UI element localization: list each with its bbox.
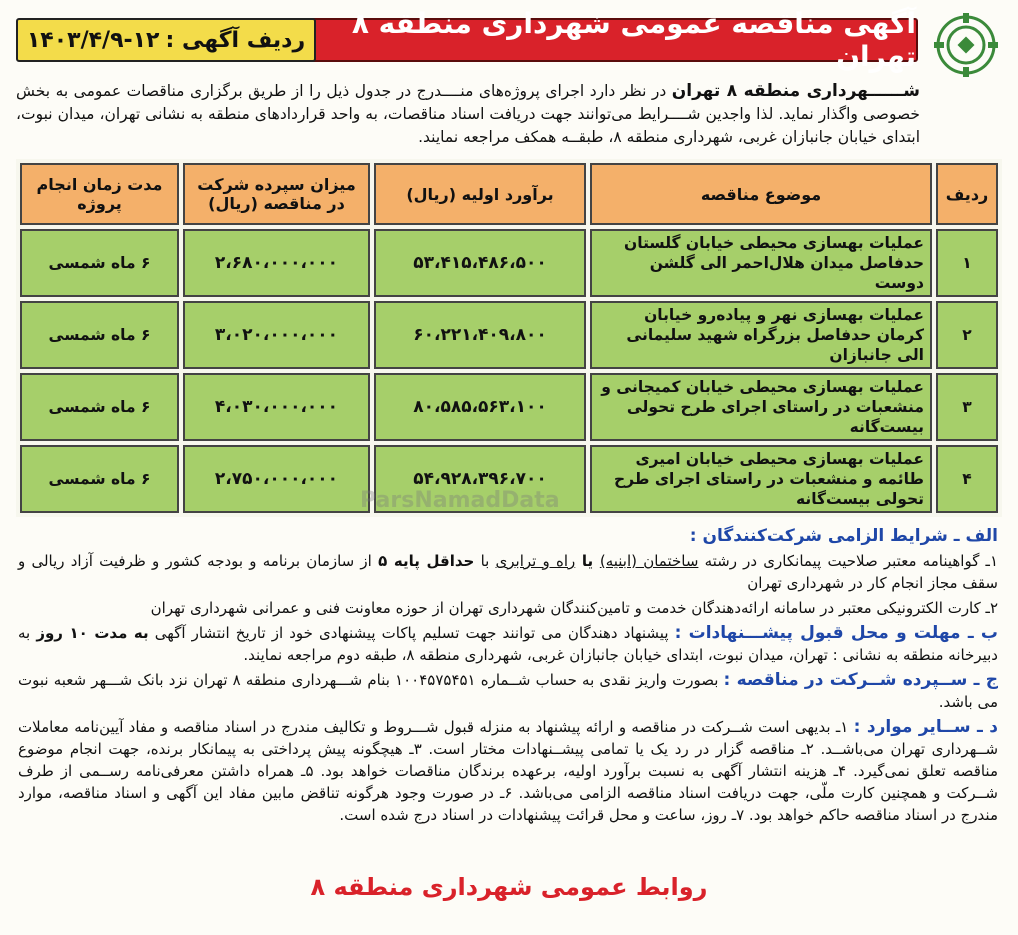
row-duration: ۶ ماه شمسی: [20, 373, 179, 441]
notice-code-box: [16, 18, 316, 62]
condition-a2: ۲ـ کارت الکترونیکی معتبر در سامانه ارائه‌دهندگان خدمت و تامین‌کنندگان شهرداری تهران از حوزه معاونت فنی و عمرانی شهرداری تهران: [150, 599, 998, 617]
row-estimate: ۸۰،۵۸۵،۵۶۳،۱۰۰: [374, 373, 586, 441]
notice-code-value: ۱۴۰۳/۴/۹-۱۲: [26, 27, 160, 53]
row-duration: ۶ ماه شمسی: [20, 445, 179, 513]
row-no: ۳: [936, 373, 998, 441]
section-c: ج ـ ســپرده شــرکت در مناقصه : بصورت واریز نقدی به حساب شــماره ۱۰۰۴۵۷۵۴۵۱ بنام شـــهرداری منطقه ۸ تهران نزد بانک شـــهر شعبه نبوت می باشد.: [18, 670, 998, 711]
row-deposit: ۲،۶۸۰،۰۰۰،۰۰۰: [183, 229, 370, 297]
table-row: [20, 373, 998, 441]
conditions: [18, 525, 998, 826]
notice-header: [10, 6, 1008, 72]
tehran-municipality-logo-icon: [928, 10, 1004, 80]
watermark: ParsNamadData: [360, 488, 560, 513]
section-b: ب ـ مهلت و محل قبول پیشـــنهادات : پیشنهاد دهندگان می توانند جهت تسلیم پاکات پیشنهادی خود از تاریخ انتشار آگهی به مدت ۱۰ روز به دبیرخانه منطقه به نشانی : تهران، میدان نبوت، ابتدای خیابان جانبازان غربی، شهرداری منطقه ۸، طبقه دوم مراجعه نمایند.: [18, 623, 998, 664]
intro-text: در نظر دارد اجرای پروژه‌های منــــدرج در جدول ذیل را از طریق برگزاری مناقصات عمومی به بخش خصوصی واگذار نماید. لذا واجدین شــــرایط می‌توانند جهت دریافت اسناد مناقصات، به واحد قراردادهای منطقه به نشانی تهران، میدان نبوت، ابتدای خیابان جانبازان غربی، شهرداری منطقه ۸، طبقــه همکف مراجعه نمایند.: [16, 82, 920, 146]
header-duration: مدت زمان انجام پروژه: [20, 163, 179, 225]
public-relations-signature: روابط عمومی شهرداری منطقه ۸: [310, 873, 708, 901]
section-d: د ـ ســایر موارد : ۱ـ بدیهی است شــرکت در مناقصه و ارائه پیشنهاد به منزله قبول شـــروط و تکالیف مندرج در اسناد مناقصه و مفاد آیین‌نامه معاملات شــهرداری تهران می‌باشــد. ۲ـ مناقصه گزار در رد یک یا تمامی پیشــنهادات مختار است. ۳ـ هیچگونه پیش پرداختی به پیمانکار برنده، جهت انجام موضوع مناقصه تعلق نمی‌گیرد. ۴ـ هزینه انتشار آگهی به نسبت برآورد اولیه، برعهده برندگان مناقصات خواهد بود. ۵ـ همراه داشتن معرفی‌نامه رســمی از طرف شــرکت و همچنین کارت ملّی، جهت دریافت اسناد مناقصه الزامی می‌باشد. ۶ـ در صورت وجود هرگونه تناقض مابین مفاد این آگهی و اسناد مناقصه، موارد مندرج در اسناد مناقصه حاکم خواهد بود. ۷ـ روز، ساعت و محل قرائت پیشنهادات در اسناد درج شده است.: [18, 717, 999, 824]
tenders-table: [16, 159, 1002, 517]
row-estimate: ۵۳،۴۱۵،۴۸۶،۵۰۰: [374, 229, 586, 297]
header-row-no: ردیف: [936, 163, 998, 225]
row-subject: عملیات بهسازی محیطی خیابان کمیجانی و منشعبات در راستای اجرای طرح تحولی بیست‌گانه: [590, 373, 932, 441]
row-estimate: ۵۴،۹۲۸،۳۹۶،۷۰۰: [374, 445, 586, 513]
table-row: [20, 229, 998, 297]
table-row: [20, 301, 998, 369]
header-deposit: میزان سپرده شرکت در مناقصه (ریال): [183, 163, 370, 225]
row-subject: عملیات بهسازی محیطی خیابان امیری طائمه و منشعبات در راستای اجرای طرح تحولی بیست‌گانه: [590, 445, 932, 513]
row-deposit: ۳،۰۲۰،۰۰۰،۰۰۰: [183, 301, 370, 369]
section-a-title: الف ـ شرایط الزامی شرکت‌کنندگان :: [689, 526, 998, 546]
table-header-row: [20, 163, 998, 225]
row-deposit: ۲،۷۵۰،۰۰۰،۰۰۰: [183, 445, 370, 513]
row-subject: عملیات بهسازی محیطی خیابان گلستان حدفاصل میدان هلال‌احمر الی گلشن دوست: [590, 229, 932, 297]
notice-title: آگهی مناقصه عمومی شهرداری منطقه ۸ تهران: [310, 18, 918, 62]
header-estimate: برآورد اولیه (ریال): [374, 163, 586, 225]
row-no: ۱: [936, 229, 998, 297]
row-no: ۴: [936, 445, 998, 513]
notice-code-label: ردیف آگهی :: [165, 27, 306, 53]
condition-a1: ۱ـ گواهینامه معتبر صلاحیت پیمانکاری در رشته ساختمان (ابنیه) یا راه و ترابری با حداقل پایه ۵ از سازمان برنامه و بودجه کشور و ظرفیت آزاد ریالی و سقف مجاز انجام کار در شهرداری تهران: [18, 552, 999, 592]
row-duration: ۶ ماه شمسی: [20, 229, 179, 297]
row-subject: عملیات بهسازی نهر و پیاده‌رو خیابان کرمان حدفاصل بزرگراه شهید سلیمانی الی جانبازان: [590, 301, 932, 369]
header-subject: موضوع مناقصه: [590, 163, 932, 225]
intro-paragraph: [16, 80, 920, 149]
intro-lead: شــــــهرداری منطقه ۸ تهران: [671, 81, 920, 101]
row-duration: ۶ ماه شمسی: [20, 301, 179, 369]
row-deposit: ۴،۰۳۰،۰۰۰،۰۰۰: [183, 373, 370, 441]
row-no: ۲: [936, 301, 998, 369]
row-estimate: ۶۰،۲۲۱،۴۰۹،۸۰۰: [374, 301, 586, 369]
